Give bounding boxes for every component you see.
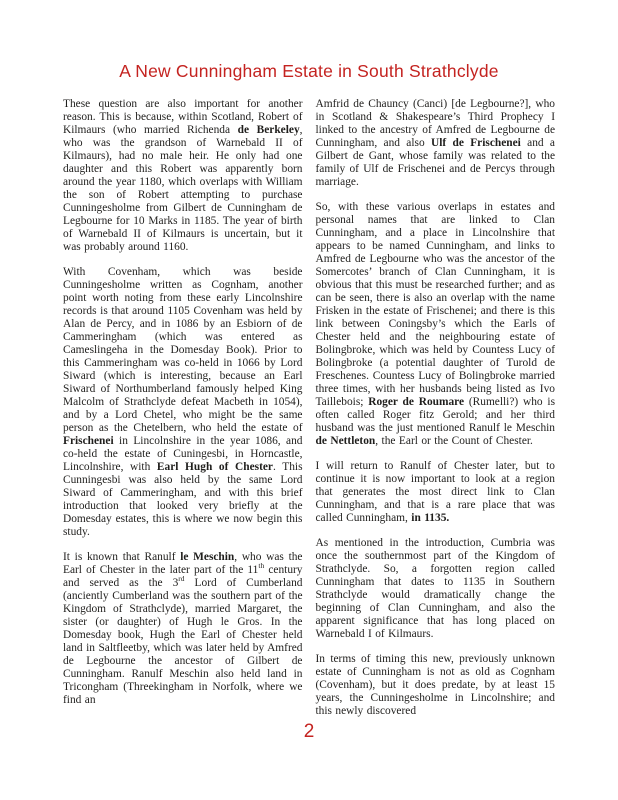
superscript-text: th (258, 561, 265, 571)
paragraph (316, 98, 556, 189)
bold-text: Earl Hugh of Chester (156, 461, 273, 473)
body-text: It is known that Ranulf (63, 551, 181, 563)
paragraph (63, 98, 303, 254)
paragraph (316, 460, 556, 525)
right-column (316, 98, 556, 730)
body-text: , who was the grandson of Warnebald II of Kilmaurs), had no male heir. He only had one daughter and this Robert was apparently born around the year 1180, which overlaps with William the son of Robert attempting to purchase Cunningesholme from Gilbert de Cunningham de Legbourne for 10 Marks in 1185. The year of birth of Warnebald II of Kilmaurs is uncertain, but it was probably around 1160. (63, 124, 303, 253)
paragraph (316, 653, 556, 718)
paragraph (63, 551, 303, 707)
body-text: , who was the Earl of Chester in the later part of the 11 (63, 551, 303, 576)
bold-text: Roger de Roumare (368, 396, 465, 408)
body-text: Lord of Cumberland (anciently Cumberland was the southern part of the Kingdom of Strathclyde), married Margaret, the sister (or daughter) of Hugh le Gros. In the Domesday book, Hugh the Earl of Chester held land in Saltfleetby, which was later held by Amfred de Legbourne the ancestor of Gilbert de Cunningham. Ranulf Meschin also held land in Tricongham (Threekingham in Norfolk, where we find an (63, 577, 303, 706)
text-columns (63, 98, 555, 730)
body-text: So, with these various overlaps in estates and personal names that are linked to Clan Cunningham, and a place in Lincolnshire that appears to be named Cunningham, and links to Amfred de Legbourne who was the ancestor of the Somercotes’ branch of Clan Cunningham, it is obvious that this must be researched further; and as can be seen, there is also an overlap with the name Frisken in the estate of Frischenei; and there is this link between Coningsby’s which the Earls of Chester held and the neighbouring estate of Bolingbroke, which was held by Countess Lucy of Bolingbroke (a potential daughter of Turold de Freschenes. Countess Lucy of Bolingbroke married three times, with her husbands being listed as Ivo Taillebois; (315, 201, 555, 408)
body-text: I will return to Ranulf of Chester later, but to continue it is now important to look at a region that generates the most direct link to Clan Cunningham, and that is a rare place that was called Cunningham, (315, 460, 555, 524)
body-text: , the Earl or the Count of Chester. (375, 435, 533, 447)
paragraph (316, 537, 556, 641)
bold-text: Frischenei (63, 435, 114, 447)
body-text: In terms of timing this new, previously unknown estate of Cunningham is not as old as Cognham (Covenham), but it does predate, by at least 15 years, the Cunningesholme in Lincolnshire; and this newly discovered (315, 653, 555, 717)
body-text: . This Cunningesbi was also held by the same Lord Siward of Cammeringham, and with this brief introduction that looked very briefly at the Domesday estates, this is where we now begin this study. (63, 461, 303, 538)
body-text: These question are also important for another reason. This is because, within Scotland, Robert of Kilmaurs (who married Richenda (63, 98, 303, 136)
page-number: 2 (303, 721, 315, 742)
bold-text: Ulf de Frischenei (430, 137, 521, 149)
bold-text: de Nettleton (315, 435, 376, 447)
body-text: With Covenham, which was beside Cunningesholme written as Cognham, another point worth noting from these early Lincolnshire records is that around 1105 Covenham was held by Alan de Percy, and in 1086 by an Esbiorn of de Cammeringham (which was entered as Cameslingeha in the Domesday Book). Prior to this Cammeringham was co-held in 1066 by Lord Siward (which is interesting, because an Earl Siward of Northumberland famously helped King Malcolm of Strathclyde defeat Macbeth in 1054), and by a Lord Chetel, who might be the same person as the Chetelbern, who held the estate of (63, 266, 303, 434)
body-text: in Lincolnshire in the year 1086, and co-held the estate of Cuningesbi, in Horncastle, Lincolnshire, with (63, 435, 303, 473)
body-text: As mentioned in the introduction, Cumbria was once the southernmost part of the Kingdom of Strathclyde. So, a forgotten region called Cunningham that dates to 1135 in Southern Strathclyde would dramatically change the beginning of Clan Cunningham, and also the apparent significance that has long placed on Warnebald I of Kilmaurs. (315, 537, 555, 640)
body-text: and a Gilbert de Gant, whose family was related to the family of Ulf de Frischenei and de Percys through marriage. (315, 137, 555, 188)
body-text: century and served as the 3 (63, 564, 303, 589)
body-text: Amfrid de Chauncy (Canci) [de Legbourne?], who in Scotland & Shakespeare’s Third Prophecy I linked to the ancestry of Amfred de Legbourne de Cunningham, and also (315, 98, 555, 149)
bold-text: le Meschin (180, 551, 235, 563)
body-text: (Rumelli?) who is often called Roger fitz Gerold; and her third husband was the just mentioned Ranulf le Meschin (315, 396, 555, 434)
paragraph (63, 266, 303, 539)
page-title: A New Cunningham Estate in South Strathclyde (119, 61, 499, 81)
bold-text: in 1135. (411, 512, 450, 524)
paragraph (316, 201, 556, 448)
superscript-text: rd (178, 574, 185, 584)
bold-text: de Berkeley (237, 124, 300, 136)
left-column (63, 98, 303, 730)
